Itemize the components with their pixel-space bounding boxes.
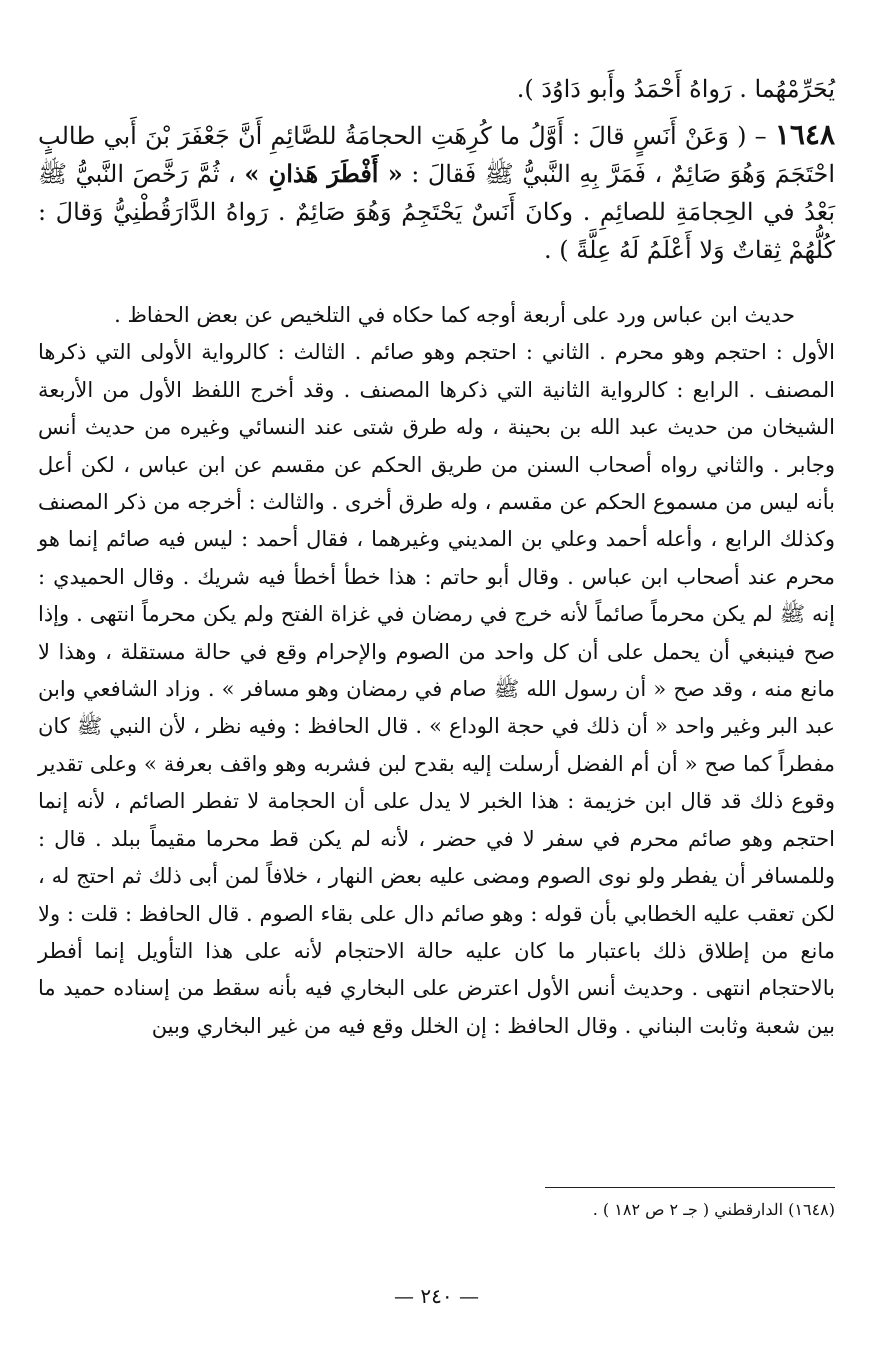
hadith-1648 <box>38 116 835 269</box>
footnote-divider <box>545 1187 835 1188</box>
commentary-section <box>38 297 835 1045</box>
page-number: — ٢٤٠ — <box>394 1284 479 1308</box>
commentary-opening: حديث ابن عباس ورد على أربعة أوجه كما حكاه في التلخيص عن بعض الحفاظ . <box>114 303 795 327</box>
hadith-text-part-2: ، ثُمَّ رَخَّصَ النَّبيُّ ﷺ بَعْدُ في الحِجامَةِ للصائِمِ . وكانَ أَنَسٌ يَحْتَجِمُ وَهُوَ صَائِمٌ . رَواهُ الدَّارَقُطْنِيُّ وَقالَ : كُلُّهُمْ ثِقاتٌ وَلا أَعْلَمُ لَهُ عِلَّةً ) . <box>38 160 835 264</box>
prophet-quote: « أَفْطَرَ هَذانِ » <box>244 159 403 188</box>
book-page <box>38 70 835 1330</box>
previous-hadith-text: يُحَرِّمْهُما . رَواهُ أَحْمَدُ وأَبو دَاوُدَ ). <box>516 75 835 103</box>
previous-hadith-ending <box>38 70 835 108</box>
hadith-text-part-1: – ( وَعَنْ أَنَسٍ قالَ : أَوَّلُ ما كُرِهَتِ الحجامَةُ للصَّائِمِ أَنَّ جَعْفَرَ بْنَ أَبي طالبٍ احْتَجَمَ وَهُوَ صَائِمٌ ، فَمَرَّ بِهِ النَّبيُّ ﷺ فَقالَ : <box>38 122 835 188</box>
commentary-body: الأول : احتجم وهو محرم . الثاني : احتجم وهو صائم . الثالث : كالرواية الأولى التي ذكرها المصنف . الرابع : كالرواية الثانية التي ذكرها المصنف . وقد أخرج اللفظ الأول من الأربعة الشيخان من حديث عبد الله بن بحينة ، وله طرق شتى عند النسائي وغيره من حديث أنس وجابر . والثاني رواه أصحاب السنن من طريق الحكم عن مقسم عن ابن عباس ، لكن أعل بأنه ليس من مسموع الحكم عن مقسم ، وله طرق أخرى . والثالث : أخرجه من ذكر المصنف وكذلك الرابع ، وأعله أحمد وعلي بن المديني وغيرهما ، فقال أحمد : ليس فيه صائم إنما هو محرم عند أصحاب ابن عباس . وقال أبو حاتم : هذا خطأ أخطأ فيه شريك . وقال الحميدي : إنه ﷺ لم يكن محرماً صائماً لأنه خرج في رمضان في غزاة الفتح ولم يكن محرماً انتهى . وإذا صح فينبغي أن يحمل على أن كل واحد من الصوم والإحرام وقع في حالة مستقلة ، وهذا لا مانع منه ، وقد صح « أن رسول الله ﷺ صام في رمضان وهو مسافر » . وزاد الشافعي وابن عبد البر وغير واحد « أن ذلك في حجة الوداع » . قال الحافظ : وفيه نظر ، لأن النبي ﷺ كان مفطراً كما صح « أن أم الفضل أرسلت إليه بقدح لبن فشربه وهو واقف بعرفة » وعلى تقدير وقوع ذلك قد قال ابن خزيمة : هذا الخبر لا يدل على أن الحجامة لا تفطر الصائم ، لأنه إنما احتجم وهو صائم محرم في سفر لا في حضر ، لأنه لم يكن قط محرما مقيماً ببلد . قال : وللمسافر أن يفطر ولو نوى الصوم ومضى عليه بعض النهار ، خلافاً لمن أبى ذلك ثم احتج له ، لكن تعقب عليه الخطابي بأن قوله : وهو صائم دال على بقاء الصوم . قال الحافظ : قلت : ولا مانع من إطلاق ذلك باعتبار ما كان عليه حالة الاحتجام لأنه على هذا التأويل إنما أفطر بالاحتجام انتهى . وحديث أنس الأول اعترض على البخاري فيه بأنه سقط من إسناده حميد ما بين شعبة وثابت البناني . وقال الحافظ : إن الخلل وقع فيه من غير البخاري وبين <box>38 340 835 1038</box>
hadith-number: ١٦٤٨ <box>774 118 835 151</box>
footnote: (١٦٤٨) الدارقطني ( جـ ٢ ص ١٨٢ ) . <box>592 1200 835 1219</box>
